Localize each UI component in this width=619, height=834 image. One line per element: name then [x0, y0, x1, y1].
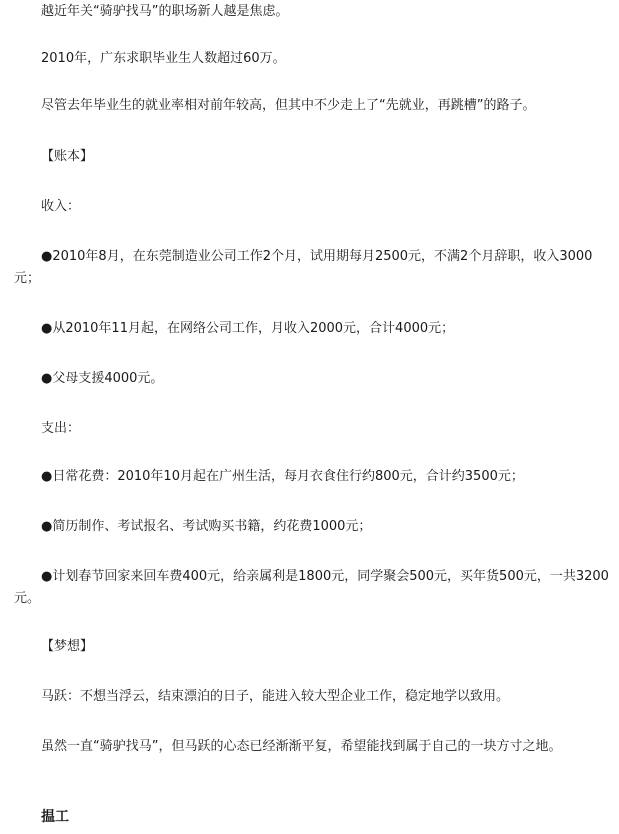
- income-item-parents: ●父母支援4000元。: [41, 371, 164, 386]
- income-item-dongguan: ●2010年8月，在东莞制造业公司工作2个月，试用期每月2500元，不满2个月辞职，收入3000元；: [14, 249, 593, 286]
- paragraph-graduates: 2010年，广东求职毕业生人数超过60万。: [41, 51, 286, 66]
- expense-item-daily: ●日常花费：2010年10月起在广州生活，每月衣食住行约800元，合计约3500元；: [41, 469, 524, 484]
- section-heading-dream: 【梦想】: [41, 639, 94, 654]
- paragraph-intro: 越近年关“骑驴找马”的职场新人越是焦虑。: [41, 4, 289, 19]
- subheading-income: 收入：: [41, 199, 81, 214]
- income-item-network-company: ●从2010年11月起，在网络公司工作，月收入2000元，合计4000元；: [41, 321, 455, 336]
- paragraph-ma-yue-dream: 马跃：不想当浮云，结束漂泊的日子，能进入较大型企业工作，稳定地学以致用。: [41, 689, 510, 704]
- paragraph-employment: 尽管去年毕业生的就业率相对前年较高，但其中不少走上了“先就业，再跳槽”的路子。: [41, 98, 536, 113]
- paragraph-ma-yue-mindset: 虽然一直“骑驴找马”，但马跃的心态已经渐渐平复，希望能找到属于自己的一块方寸之地。: [41, 739, 562, 754]
- section-heading-ledger: 【账本】: [41, 149, 94, 164]
- expense-item-spring-festival: ●计划春节回家来回车费400元，给亲属利是1800元，同学聚会500元，买年货500元，一共3200元。: [14, 569, 609, 606]
- section-heading-job-hunting: 揾工: [41, 809, 69, 825]
- expense-item-resume: ●简历制作、考试报名、考试购买书籍，约花费1000元；: [41, 519, 372, 534]
- subheading-expenses: 支出：: [41, 421, 81, 436]
